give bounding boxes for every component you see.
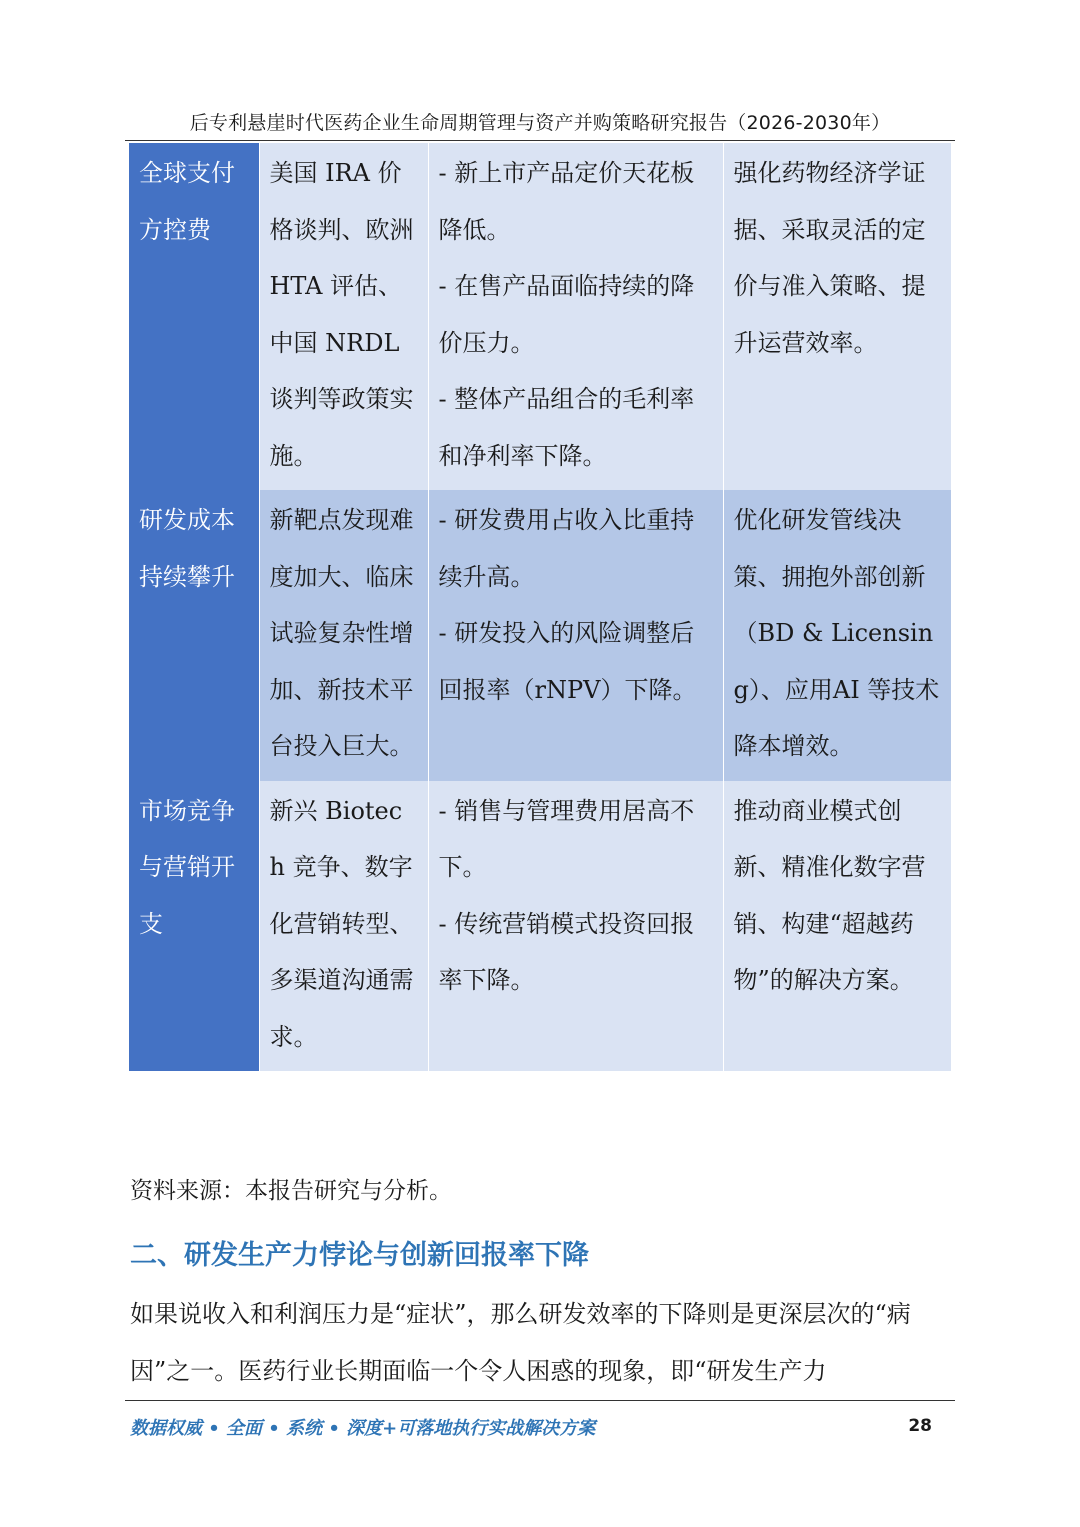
table-row xyxy=(129,490,951,781)
footer-divider xyxy=(125,1400,955,1401)
challenge-table xyxy=(129,143,952,1071)
header-divider xyxy=(125,140,955,141)
drivers-cell: 新兴 Biotech 竞争、数字化营销转型、多渠道沟通需求。 xyxy=(259,781,428,1072)
response-cell: 强化药物经济学证据、采取灵活的定价与准入策略、提升运营效率。 xyxy=(723,143,951,490)
challenge-cell: 全球支付方控费 xyxy=(129,143,259,490)
footer-slogan: 数据权威 • 全面 • 系统 • 深度+可落地执行实战解决方案 xyxy=(130,1418,596,1439)
source-note: 资料来源：本报告研究与分析。 xyxy=(130,1178,452,1204)
impacts-cell xyxy=(428,490,723,781)
body-paragraph: 如果说收入和利润压力是“症状”，那么研发效率的下降则是更深层次的“病因”之一。医药行业长期面临一个令人困惑的现象，即“研发生产力 xyxy=(130,1300,911,1385)
table-row xyxy=(129,143,951,490)
impact-item: - 研发费用占收入比重持续升高。 xyxy=(438,506,695,591)
impact-item: - 销售与管理费用居高不下。 xyxy=(438,796,695,881)
impacts-cell xyxy=(428,781,723,1072)
challenge-cell: 研发成本持续攀升 xyxy=(129,490,259,781)
response-cell: 优化研发管线决策、拥抱外部创新（BD & Licensing）、应用AI 等技术降本增效。 xyxy=(723,490,951,781)
drivers-cell: 新靶点发现难度加大、临床试验复杂性增加、新技术平台投入巨大。 xyxy=(259,490,428,781)
running-header-title: 后专利悬崖时代医药企业生命周期管理与资产并购策略研究报告（2026-2030年） xyxy=(189,112,891,134)
response-cell: 推动商业模式创新、精准化数字营销、构建“超越药物”的解决方案。 xyxy=(723,781,951,1072)
impact-item: - 传统营销模式投资回报率下降。 xyxy=(438,909,695,994)
drivers-cell: 美国 IRA 价格谈判、欧洲 HTA 评估、中国 NRDL 谈判等政策实施。 xyxy=(259,143,428,490)
table-row xyxy=(129,781,951,1072)
impact-item: - 研发投入的风险调整后回报率（rNPV）下降。 xyxy=(438,619,697,704)
impact-item: - 整体产品组合的毛利率和净利率下降。 xyxy=(438,385,695,470)
section-heading: 二、研发生产力悖论与创新回报率下降 xyxy=(130,1240,589,1271)
impact-item: - 在售产品面临持续的降价压力。 xyxy=(438,272,695,357)
impact-item: - 新上市产品定价天花板降低。 xyxy=(438,159,695,244)
challenge-cell: 市场竞争与营销开支 xyxy=(129,781,259,1072)
page-number: 28 xyxy=(908,1416,932,1436)
impacts-cell xyxy=(428,143,723,490)
